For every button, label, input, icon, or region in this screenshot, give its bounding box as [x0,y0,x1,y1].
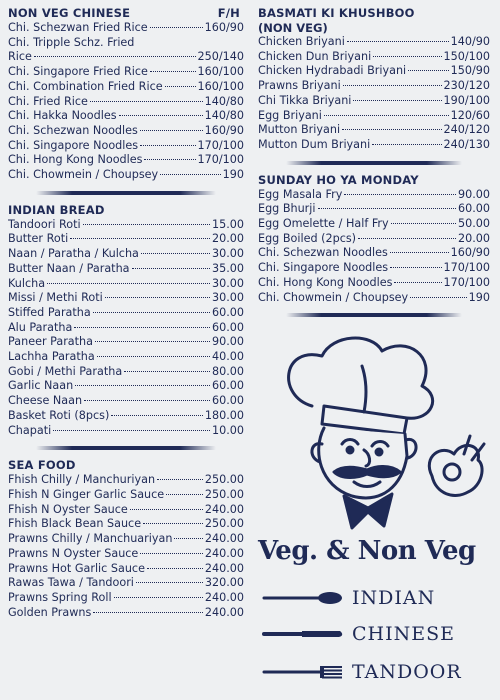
leader-dots [84,400,210,401]
item-name: Chi. Singapore Fried Rice [8,65,148,79]
leader-dots [132,268,210,269]
menu-item [8,65,244,80]
full-half-label: F/H [217,6,240,20]
leader-dots [342,129,441,130]
non-veg-chinese-list [8,21,244,183]
leader-dots [324,115,449,116]
menu-item [8,218,244,233]
item-name: Prawns N Oyster Sauce [8,546,139,560]
item-name: Fhish Black Bean Sauce [8,517,142,531]
item-name: Egg Bhurji [258,202,316,216]
item-name: Chapati [8,423,52,437]
menu-item [8,80,244,95]
item-name: Butter Naan / Paratha [8,261,130,275]
menu-item [8,517,244,532]
menu-item [8,95,244,110]
leader-dots [372,144,441,145]
item-name: Missi / Methi Roti [8,291,103,305]
item-price: 170/100 [197,153,244,167]
category-row-chinese [262,620,492,648]
item-price: 240.00 [204,590,244,604]
leader-dots [390,267,441,268]
leader-dots [150,71,196,72]
leader-dots [318,208,456,209]
leader-dots [97,356,210,357]
item-price: 160/90 [450,246,490,260]
menu-item [8,503,244,518]
item-name: Chi. Singapore Noodles [8,138,139,152]
item-price: 250.00 [204,473,244,487]
item-price: 190/100 [443,93,490,107]
item-price: 60.00 [211,379,244,393]
item-price: 35.00 [211,261,244,275]
menu-item [8,606,244,621]
section-divider [8,444,244,452]
menu-item [258,291,490,306]
menu-item [8,50,244,65]
menu-item [258,138,490,153]
leader-dots [390,252,449,253]
menu-item [258,109,490,124]
leader-dots [410,297,466,298]
menu-item [258,123,490,138]
section-title: BASMATI KI KHUSHBOO [258,6,415,20]
menu-item [8,547,244,562]
item-name: Chicken Dun Briyani [258,49,372,63]
item-name: Prawns Hot Garlic Sauce [8,561,145,575]
tagline: Veg. & Non Veg [258,536,476,566]
item-name: Chicken Briyani [258,35,345,48]
item-price: 250.00 [204,517,244,531]
menu-item [8,576,244,591]
menu-item [258,232,490,247]
menu-item [8,335,244,350]
item-price: 320.00 [204,576,244,590]
item-price: 250.00 [204,487,244,501]
section-title: INDIAN BREAD [8,202,105,217]
leader-dots [353,100,441,101]
leader-dots [93,312,210,313]
item-name: Mutton Dum Briyani [258,137,371,151]
item-name: Fhish N Ginger Garlic Sauce [8,487,165,501]
item-price: 240.00 [204,605,244,619]
item-name: Chi. Schezwan Noodles [8,123,138,137]
menu-item [8,36,244,51]
menu-item [8,139,244,154]
item-name: Tandoori Roti [8,217,81,231]
item-name: Egg Masala Fry [258,187,343,201]
item-price: 150/90 [450,64,490,78]
menu-item [8,306,244,321]
leader-dots [394,282,441,283]
item-price: 140/80 [204,94,244,108]
leader-dots [34,56,196,57]
menu-item [258,188,490,203]
item-price: 250/140 [197,50,244,64]
leader-dots [83,224,210,225]
item-name: Chi. Chowmein / Choupsey [8,168,159,182]
item-price: 15.00 [211,217,244,231]
item-name: Mutton Briyani [258,123,341,137]
leader-dots [74,327,210,328]
section-title: SEA FOOD [8,458,76,473]
basmati-list [258,35,490,153]
item-name: Kulcha [8,276,46,290]
menu-item [8,424,244,439]
menu-item [8,365,244,380]
item-price: 20.00 [457,231,490,245]
leader-dots [150,27,203,28]
item-price: 30.00 [211,276,244,290]
sunday-list [258,188,490,306]
item-name: Prawns Briyani [258,79,341,93]
leader-dots [53,430,210,431]
item-name: Chi Tikka Briyani [258,93,352,107]
menu-item [8,21,244,36]
leader-dots [124,371,210,372]
menu-item [258,276,490,291]
item-price: 240.00 [204,502,244,516]
menu-item [8,321,244,336]
leader-dots [75,385,210,386]
menu-item [258,217,490,232]
leader-dots [93,612,203,613]
leader-dots [347,41,449,42]
category-row-tandoor [262,658,492,686]
leader-dots [140,553,203,554]
item-price: 240.00 [204,546,244,560]
menu-item [8,532,244,547]
leader-dots [130,509,203,510]
leader-dots [141,253,210,254]
leader-dots [70,238,210,239]
leader-dots [166,494,203,495]
category-label: TANDOOR [352,661,462,683]
menu-item [8,562,244,577]
leader-dots [140,145,195,146]
item-price: 10.00 [211,423,244,437]
leader-dots [143,523,203,524]
item-name: Stiffed Paratha [8,305,91,319]
sea-food-list [8,473,244,620]
indian-bread-header [8,203,244,218]
leader-dots [119,115,203,116]
item-name: Prawns Chilly / Manchuariyan [8,532,173,546]
menu-item [8,379,244,394]
section-title: NON VEG CHINESE [8,6,131,20]
menu-item [258,50,490,65]
leader-dots [111,415,202,416]
leader-dots [373,56,441,57]
leader-dots [157,479,203,480]
leader-dots [160,174,220,175]
item-price: 80.00 [211,364,244,378]
category-row-indian [262,584,492,612]
item-name: Fhish Chilly / Manchuriyan [8,473,156,487]
item-name: Golden Prawns [8,605,92,619]
category-label: CHINESE [352,623,455,645]
item-name: Butter Roti [8,232,69,246]
menu-item [258,246,490,261]
indian-bread-list [8,218,244,439]
leader-dots [144,159,195,160]
section-divider [258,311,490,319]
menu-item [8,409,244,424]
item-name: Egg Briyani [258,108,322,122]
leader-dots [344,194,456,195]
item-name: Chi. Tripple Schz. Fried [8,35,135,49]
menu-item [8,262,244,277]
item-name: Egg Omelette / Half Fry [258,217,389,231]
item-price: 60.00 [211,394,244,408]
item-price: 50.00 [457,217,490,231]
item-name: Prawns Spring Roll [8,590,112,604]
item-price: 60.00 [457,202,490,216]
leader-dots [136,582,203,583]
leader-dots [358,238,456,239]
item-price: 120/60 [450,108,490,122]
item-name: Egg Boiled (2pcs) [258,231,357,245]
item-price: 160/100 [197,79,244,93]
item-price: 30.00 [211,291,244,305]
item-name: Paneer Paratha [8,335,93,349]
item-price: 30.00 [211,247,244,261]
item-name: Basket Roti (8pcs) [8,408,110,422]
item-price: 60.00 [211,320,244,334]
item-price: 140/80 [204,109,244,123]
menu-item [8,488,244,503]
leader-dots [90,101,203,102]
menu-item [258,79,490,94]
leader-dots [408,70,448,71]
leader-dots [95,341,210,342]
item-price: 240/120 [443,123,490,137]
item-name: Chi. Hong Kong Noodles [8,153,143,167]
section-title: SUNDAY HO YA MONDAY [258,172,419,187]
menu-item [258,35,490,50]
item-name: Naan / Paratha / Kulcha [8,247,139,261]
item-name: Chi. Chowmein / Choupsey [258,290,409,304]
item-price: 170/100 [443,261,490,275]
item-price: 240/130 [443,137,490,151]
item-name: Rice [8,50,32,64]
item-price: 160/90 [204,123,244,137]
leader-dots [391,223,456,224]
item-name: Cheese Naan [8,394,83,408]
menu-item [8,394,244,409]
item-price: 240.00 [204,561,244,575]
menu-item [258,94,490,109]
leader-dots [343,85,442,86]
menu-item [8,291,244,306]
leader-dots [47,283,210,284]
menu-item [8,591,244,606]
item-price: 230/120 [443,79,490,93]
section-subtitle: (NON VEG) [258,21,328,35]
item-price: 170/100 [197,138,244,152]
item-name: Chi. Schezwan Noodles [258,246,388,260]
leader-dots [140,130,203,131]
menu-item [8,168,244,183]
item-name: Chi. Hakka Noodles [8,109,117,123]
item-price: 20.00 [211,232,244,246]
menu-item [8,350,244,365]
section-divider [258,159,490,167]
menu-item [8,109,244,124]
item-price: 190 [222,168,244,182]
item-price: 90.00 [457,187,490,201]
non-veg-chinese-header [8,6,244,21]
leader-dots [174,538,202,539]
item-price: 190 [468,290,490,304]
item-price: 180.00 [204,408,244,422]
right-column [258,6,490,325]
item-name: Chi. Combination Fried Rice [8,79,163,93]
item-price: 160/100 [197,65,244,79]
sunday-header [258,173,490,188]
menu-item [8,473,244,488]
spoon-icon [262,588,344,608]
menu-item [258,64,490,79]
category-label: INDIAN [352,587,436,609]
leader-dots [147,568,203,569]
item-name: Chi. Singapore Noodles [258,261,389,275]
item-price: 140/90 [450,35,490,48]
menu-item [258,261,490,276]
item-price: 240.00 [204,532,244,546]
leader-dots [165,86,196,87]
menu-item [258,202,490,217]
sea-food-header [8,458,244,473]
item-name: Chicken Hydrabadi Briyani [258,64,407,78]
item-name: Lachha Paratha [8,350,95,364]
item-price: 150/100 [443,49,490,63]
item-name: Garlic Naan [8,379,74,393]
section-divider [8,189,244,197]
basmati-header [258,6,490,21]
item-name: Chi. Schezwan Fried Rice [8,21,148,34]
menu-item [8,247,244,262]
fork-icon [262,662,344,682]
knife-icon [262,624,344,644]
item-price: 170/100 [443,275,490,289]
item-name: Chi. Hong Kong Noodles [258,275,393,289]
item-price: 60.00 [211,305,244,319]
leader-dots [105,297,210,298]
item-name: Fhish N Oyster Sauce [8,502,128,516]
item-price: 90.00 [211,335,244,349]
item-name: Rawas Tawa / Tandoori [8,576,134,590]
menu-item [8,124,244,139]
item-name: Gobi / Methi Paratha [8,364,123,378]
item-price: 40.00 [211,350,244,364]
item-name: Alu Paratha [8,320,73,334]
item-price: 160/90 [204,21,244,34]
leader-dots [114,597,203,598]
item-name: Chi. Fried Rice [8,94,88,108]
left-column [8,6,244,620]
menu-item [8,277,244,292]
menu-item [8,232,244,247]
chef-illustration [272,336,492,546]
menu-item [8,153,244,168]
